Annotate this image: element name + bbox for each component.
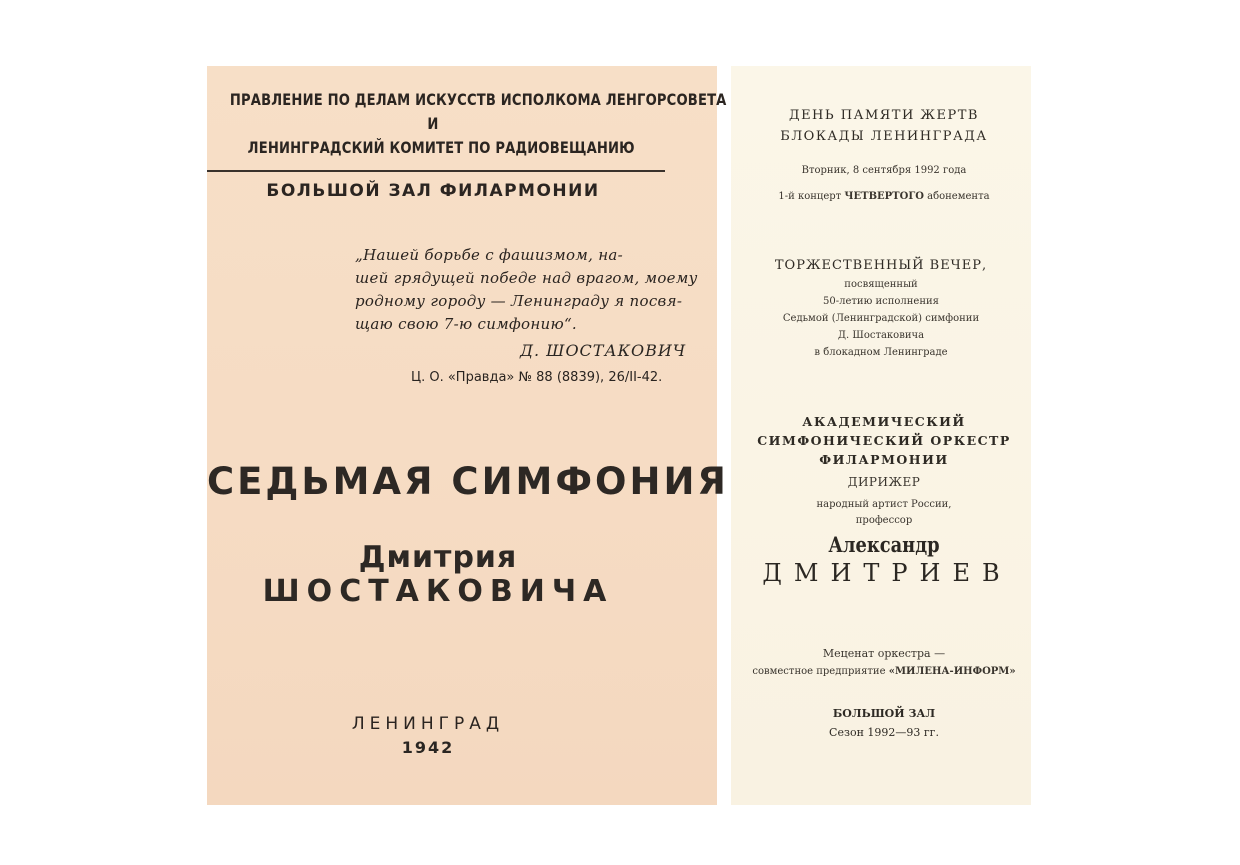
memorial-line-1: ДЕНЬ ПАМЯТИ ЖЕРТВ	[789, 108, 979, 123]
patron-company-prefix: совместное предприятие	[752, 666, 886, 677]
concert-date: Вторник, 8 сентября 1992 года	[801, 165, 967, 176]
quote-line-1: „Нашей борьбе с фашизмом, на-	[355, 246, 623, 264]
program-1992-page	[731, 66, 1031, 805]
patron-company: «МИЛЕНА-ИНФОРМ»	[888, 666, 1016, 677]
header-rule	[207, 170, 665, 172]
hall-name: БОЛЬШОЙ ЗАЛ ФИЛАРМОНИИ	[266, 181, 600, 201]
patron-company-line	[731, 666, 1037, 677]
evening-line-1: посвященный	[844, 279, 918, 290]
conductor-label: ДИРИЖЕР	[847, 475, 921, 489]
subscription-prefix: 1-й концерт	[778, 191, 842, 202]
venue: БОЛЬШОЙ ЗАЛ	[832, 707, 936, 720]
orchestra-line-3: ФИЛАРМОНИИ	[819, 452, 949, 467]
composer-last-name: ШОСТАКОВИЧА	[262, 574, 614, 609]
quote-line-4: щаю свою 7-ю симфонию“.	[355, 315, 578, 333]
evening-line-5: в блокадном Ленинграде	[814, 347, 948, 358]
symphony-title: СЕДЬМАЯ СИМФОНИЯ	[207, 460, 729, 503]
header-line-1: ПРАВЛЕНИЕ ПО ДЕЛАМ ИСКУССТВ ИСПОЛКОМА ЛЕНГОРСОВЕТА	[229, 90, 727, 109]
city: ЛЕНИНГРАД	[351, 714, 505, 734]
subscription-number: ЧЕТВЕРТОГО	[844, 191, 924, 202]
season: Сезон 1992—93 гг.	[829, 726, 939, 739]
subscription-suffix: абонемента	[927, 191, 990, 202]
conductor-title-2: профессор	[855, 515, 913, 526]
conductor-last-name: ДМИТРИЕВ	[762, 559, 1012, 587]
quote-line-3: родному городу — Ленинграду я посвя-	[355, 292, 683, 310]
quote-line-2: шей грядущей победе над врагом, моему	[355, 269, 698, 287]
program-1942-page	[207, 66, 729, 805]
conductor-first-name: Александр	[828, 532, 940, 557]
patron-line: Меценат оркестра —	[822, 647, 946, 660]
subscription-info	[731, 191, 1037, 202]
evening-line-2: 50-летию исполнения	[823, 296, 939, 307]
year: 1942	[401, 738, 455, 757]
evening-title: ТОРЖЕСТВЕННЫЙ ВЕЧЕР,	[774, 258, 988, 273]
composer-first-name: Дмитрия	[358, 540, 518, 575]
memorial-line-2: БЛОКАДЫ ЛЕНИНГРАДА	[780, 129, 988, 144]
orchestra-line-1: АКАДЕМИЧЕСКИЙ	[802, 414, 966, 429]
evening-line-3: Седьмой (Ленинградской) симфонии	[782, 313, 980, 324]
evening-line-4: Д. Шостаковича	[837, 330, 925, 341]
quote-source: Ц. О. «Правда» № 88 (8839), 26/II-42.	[411, 370, 663, 385]
conductor-title-1: народный артист России,	[816, 499, 952, 510]
orchestra-line-2: СИМФОНИЧЕСКИЙ ОРКЕСТР	[757, 433, 1011, 448]
header-line-2: И	[427, 114, 439, 133]
quote-signature: Д. ШОСТАКОВИЧ	[520, 341, 687, 360]
header-line-3: ЛЕНИНГРАДСКИЙ КОМИТЕТ ПО РАДИОВЕЩАНИЮ	[247, 138, 635, 157]
